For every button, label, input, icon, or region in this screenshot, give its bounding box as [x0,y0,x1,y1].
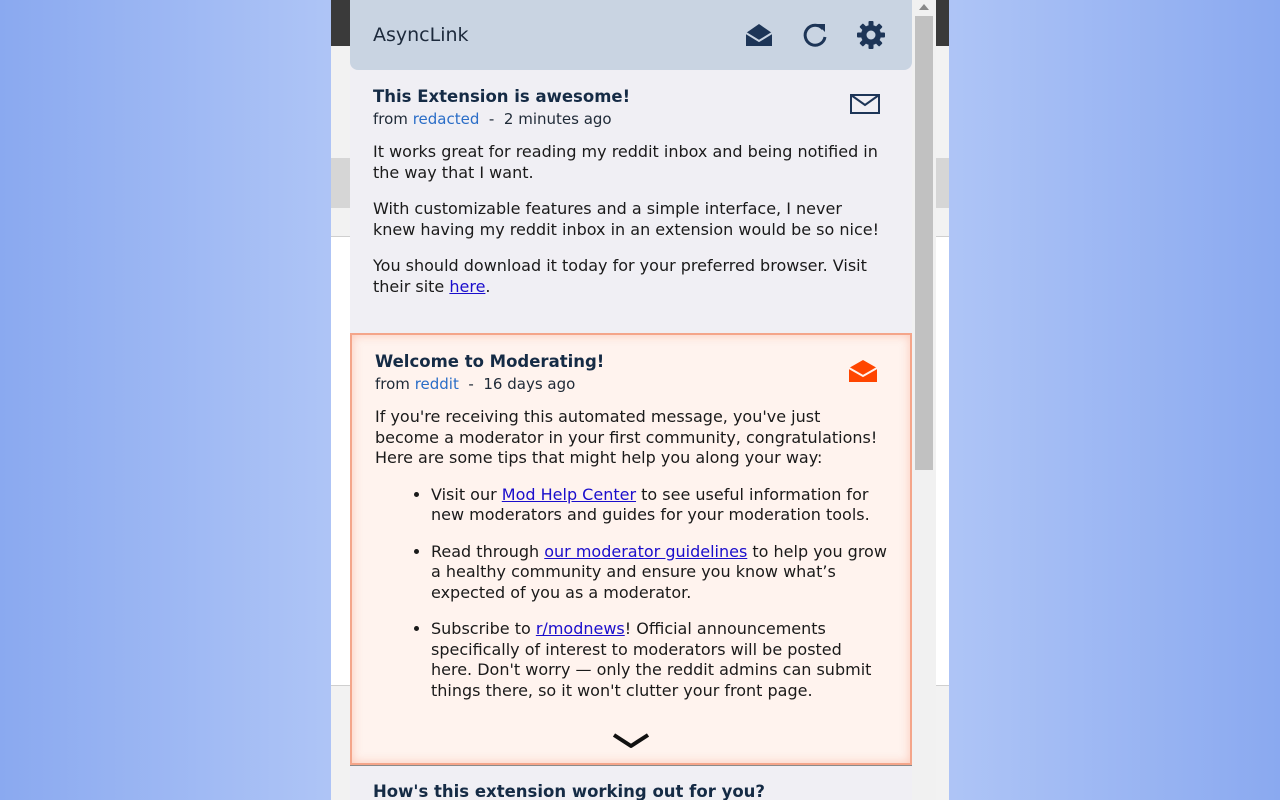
message-time: 16 days ago [483,375,576,393]
scrollbar-thumb[interactable] [915,16,933,470]
message-item-unread[interactable] [350,333,912,765]
author-link[interactable]: reddit [414,375,459,393]
refresh-icon[interactable] [797,17,833,53]
message-list[interactable] [350,70,912,800]
paragraph-end: . [485,276,491,296]
bullet-text: Visit our [431,484,502,504]
settings-icon[interactable] [853,17,889,53]
popup-header [350,0,912,70]
expand-message-chevron-icon[interactable] [612,733,650,753]
modnews-link[interactable]: r/modnews [535,619,625,638]
paragraph-text: You should download it today for your preferred browser. Visit their site [373,256,867,296]
extension-popup [350,0,936,800]
bullet-text: to help you grow a healthy community and ensure you know what’s expected of you as a moderator. [431,541,887,602]
message-paragraph: It works great for reading my reddit inbox and being notified in the way that I want. [373,142,878,182]
message-paragraph [373,256,889,297]
message-paragraph: With customizable features and a simple interface, I never knew having my reddit inbox in an extension would be so nice! [373,199,880,239]
bullet-text: to see useful information for new moderators and guides for your moderation tools. [431,484,870,524]
message-title-next[interactable]: How's this extension working out for you? [350,765,912,800]
tips-list-item [431,542,887,604]
mod-help-center-link[interactable]: Mod Help Center [501,484,637,504]
meta-separator: - [488,110,495,128]
here-link[interactable]: here [449,276,486,296]
tips-list-item [431,485,887,526]
from-label: from [373,110,408,128]
app-title: AsyncLink [373,24,469,46]
mark-all-read-icon[interactable] [741,17,777,53]
message-title: This Extension is awesome! [373,87,631,106]
from-label: from [375,375,410,393]
scroll-up-arrow-icon[interactable] [919,4,929,10]
tips-list-item [431,619,887,701]
mark-read-envelope-icon[interactable] [848,359,878,387]
message-body [375,407,887,701]
moderator-guidelines-link[interactable]: our moderator guidelines [544,541,748,561]
header-actions [741,17,889,53]
bullet-text: Read through [431,541,545,561]
bullet-text: Subscribe to [431,619,536,638]
popup-scrollbar[interactable] [912,0,936,800]
message-meta [375,375,887,393]
message-meta [373,110,889,128]
author-link[interactable]: redacted [412,110,480,128]
message-title: Welcome to Moderating! [375,352,605,371]
bullet-text: ! Official announcements specifically of interest to moderators will be posted here. Don't worry — only the reddit admins can submit things there, so it won't clutter your front page. [431,619,872,700]
mark-unread-envelope-icon[interactable] [850,94,880,118]
tips-list [375,485,887,702]
meta-separator: - [468,375,474,393]
message-time: 2 minutes ago [503,110,612,128]
message-body [373,142,889,297]
message-item[interactable] [350,70,912,333]
message-intro: If you're receiving this automated message, you've just become a moderator in your first community, congratulations! Here are some tips that might help you along your way: [375,407,878,467]
